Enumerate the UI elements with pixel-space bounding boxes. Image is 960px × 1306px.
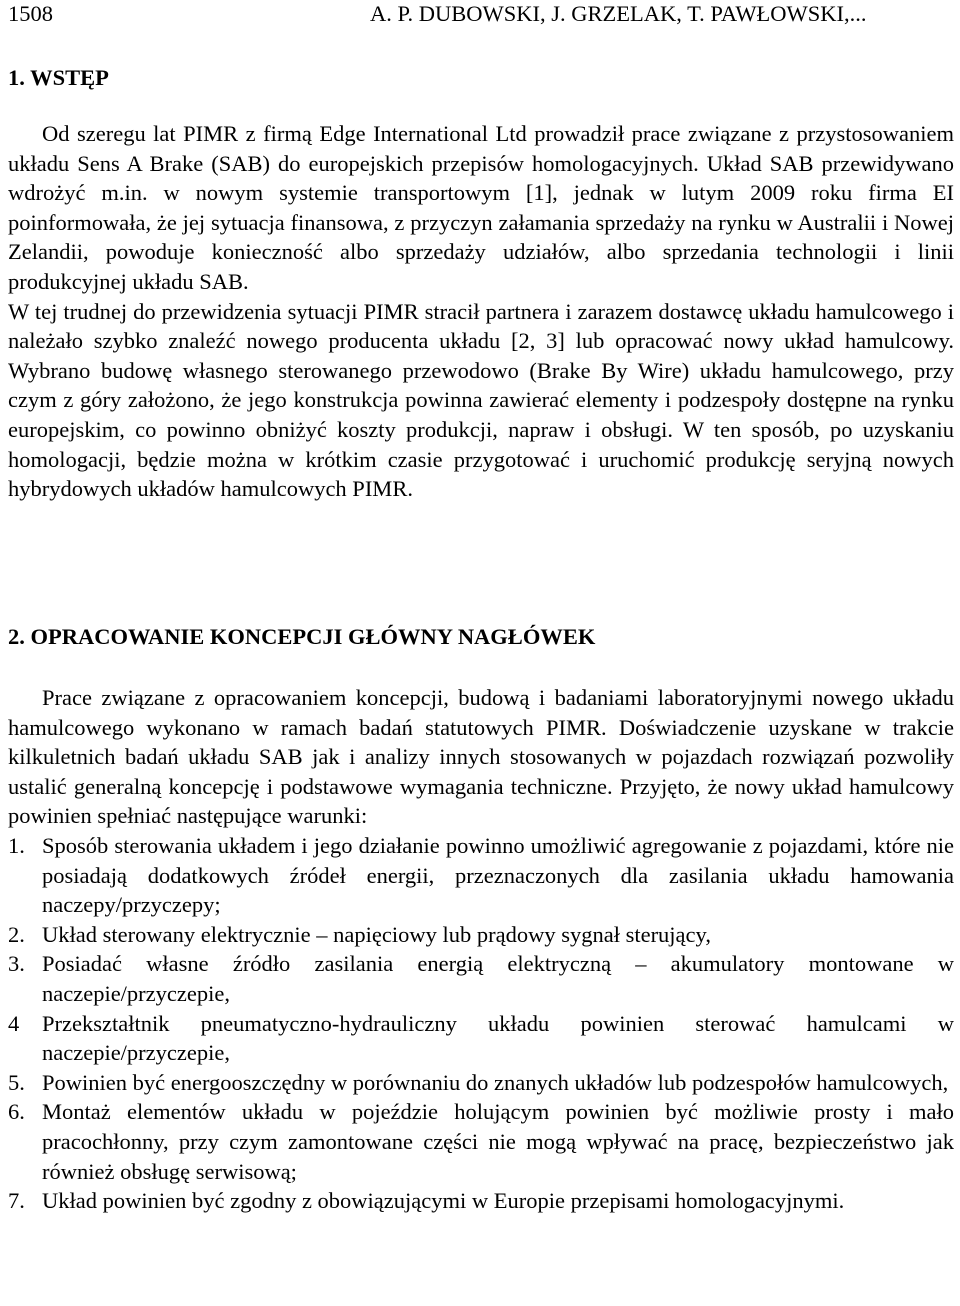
list-item-text: Posiadać własne źródło zasilania energią elektryczną – akumulatory montowane w naczepie/przyczepie,	[42, 951, 954, 1006]
list-item	[8, 1009, 954, 1068]
list-item-text: Przekształtnik pneumatyczno-hydrauliczny układu powinien sterować hamulcami w naczepie/przyczepie,	[42, 1010, 954, 1066]
list-item-text: Montaż elementów układu w pojeździe holującym powinien być możliwie prosty i mało pracochłonny, przy czym zamontowane części nie mogą wpływać na pracę, bezpieczeństwo jak również obsługę serwisową;	[42, 1099, 954, 1184]
list-item-text: Układ sterowany elektrycznie – napięciowy lub prądowy sygnał sterujący,	[42, 921, 711, 947]
paragraph: Prace związane z opracowaniem koncepcji, budową i badaniami laboratoryjnymi nowego układu hamulcowego wykonano w ramach badań statutowych PIMR. Doświadczenie uzyskane w trakcie kilkuletnich badań układu SAB jak i analizy innych stosowanych w pojazdach rozwiązań pozwoliły ustalić generalną koncepcję i podstawowe wymagania techniczne. Przyjęto, że nowy układ hamulcowy powinien spełniać następujące warunki:	[8, 685, 954, 829]
page-number: 1508	[8, 1, 53, 26]
requirements-list	[8, 831, 954, 1216]
list-item	[8, 1186, 954, 1216]
list-item-text: Powinien być energooszczędny w porównaniu do znanych układów lub podzespołów hamulcowych,	[42, 1069, 949, 1095]
paragraph: W tej trudnej do przewidzenia sytuacji PIMR stracił partnera i zarazem dostawcę układu hamulcowego i należało szybko znaleźć nowego producenta układu [2, 3] lub opracować nowy układ hamulcowy. Wybrano budowę własnego sterowanego przewodowo (Brake By Wire) układu hamulcowego, przy czym z góry założono, że jego konstrukcja powinna zawierać elementy i podzespoły dostępne na rynku europejskim, co powinno obniżyć koszty produkcji, napraw i obsługi. W ten sposób, po uzyskaniu homologacji, będzie można w krótkim czasie przygotować i uruchomić produkcję seryjną nowych hybrydowych układów hamulcowych PIMR.	[8, 298, 954, 502]
list-item-number: 5.	[8, 1069, 25, 1095]
section-heading-concept: 2. OPRACOWANIE KONCEPCJI GŁÓWNY NAGŁÓWEK	[8, 624, 596, 649]
list-item-number: 4	[8, 1010, 20, 1036]
list-item-text: Układ powinien być zgodny z obowiązującymi w Europie przepisami homologacyjnymi.	[42, 1188, 845, 1214]
list-item	[8, 949, 954, 1008]
introduction-body	[8, 119, 954, 504]
list-item-number: 3.	[8, 951, 25, 977]
list-item-number: 1.	[8, 832, 25, 858]
section-heading-introduction: 1. WSTĘP	[8, 65, 109, 90]
list-item-number: 7.	[8, 1188, 25, 1214]
list-item-text: Sposób sterowania układem i jego działanie powinno umożliwić agregowanie z pojazdami, które nie posiadają dodatkowych źródeł energii, przeznaczonych dla zasilania układu hamowania naczepy/przyczepy;	[42, 832, 954, 918]
list-item	[8, 1068, 954, 1098]
running-header	[8, 0, 954, 30]
list-item-number: 2.	[8, 921, 25, 947]
concept-body	[8, 683, 954, 1216]
header-authors: A. P. DUBOWSKI, J. GRZELAK, T. PAWŁOWSKI,...	[370, 1, 867, 26]
paragraph: Od szeregu lat PIMR z firmą Edge International Ltd prowadził prace związane z przystosowaniem układu Sens A Brake (SAB) do europejskich przepisów homologacyjnych. Układ SAB przewidywano wdrożyć m.in. w nowym systemie transportowym [1], jednak w lutym 2009 roku firma EI poinformowała, że jej sytuacja finansowa, z przyczyn załamania sprzedaży na rynku w Australii i Nowej Zelandii, powoduje konieczność albo sprzedaży udziałów, albo sprzedania technologii i linii produkcyjnej układu SAB.	[8, 121, 954, 294]
list-item	[8, 920, 954, 950]
list-item	[8, 1097, 954, 1186]
list-item	[8, 831, 954, 920]
list-item-number: 6.	[8, 1099, 25, 1125]
